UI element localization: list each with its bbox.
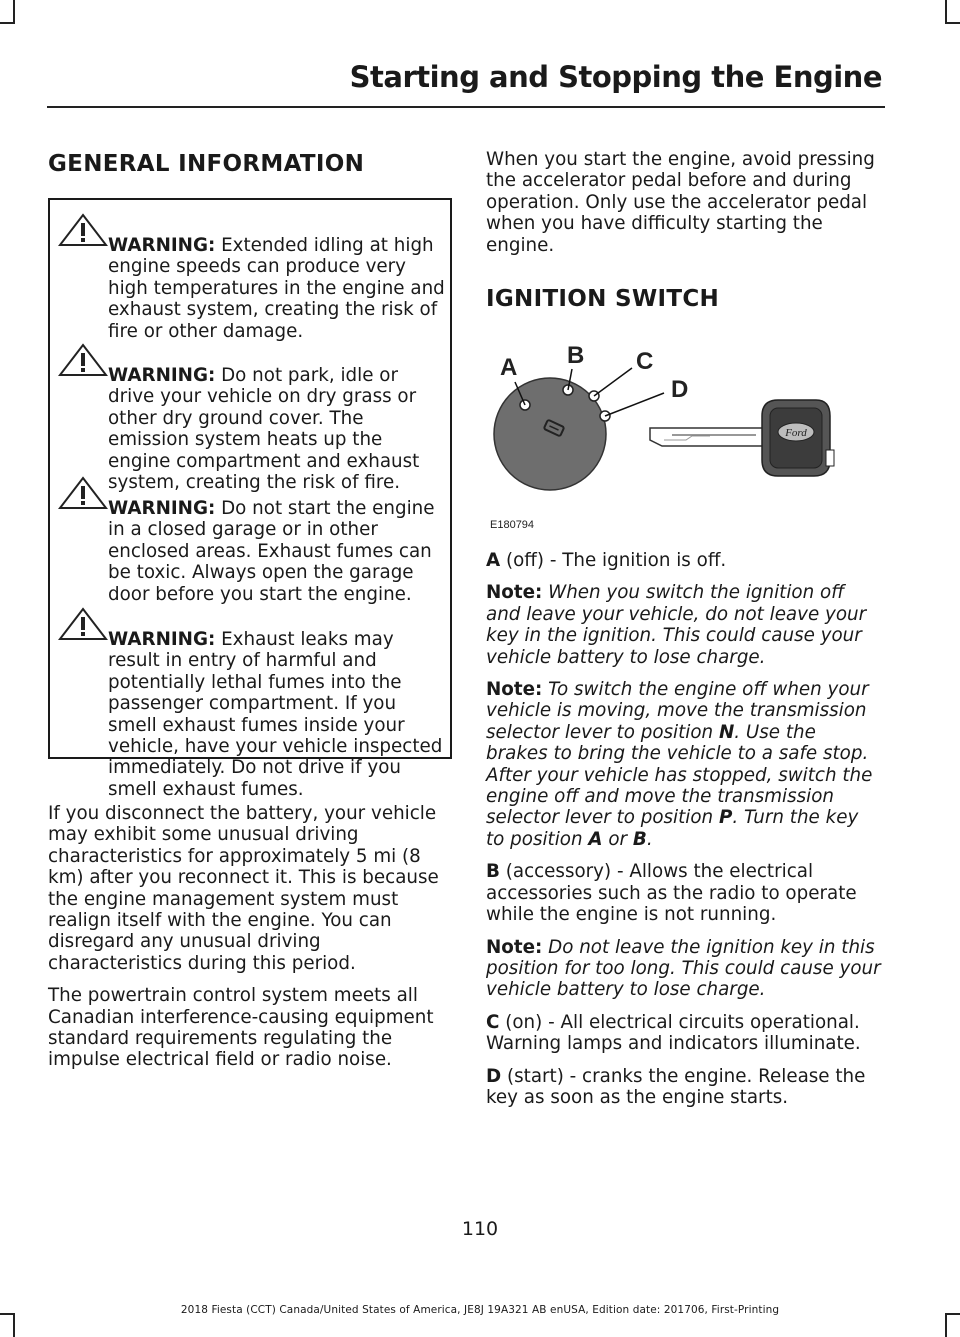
- warning-triangle-icon: [58, 213, 108, 247]
- note-text: . Use the brakes to bring the vehicle to a safe stop. After your vehicle has stopped, switch the engine off and move the transmission selector lever to position: [486, 721, 873, 829]
- warning-label: WARNING:: [108, 629, 216, 650]
- warning-label: WARNING:: [108, 498, 216, 519]
- note-text: .: [646, 828, 653, 850]
- note-text: . Turn the key to position: [486, 807, 859, 850]
- position-ref: B: [632, 828, 647, 850]
- crop-mark: [945, 1313, 947, 1337]
- note-text: To switch the engine off when your vehicle is moving, move the transmission selector lever to position: [486, 679, 869, 743]
- crop-mark: [945, 0, 947, 24]
- warning-4: [54, 629, 448, 800]
- left-body-text: [48, 803, 456, 1071]
- section-heading-general: GENERAL INFORMATION: [48, 151, 365, 177]
- powertrain-paragraph: The powertrain control system meets all Canadian interference-causing equipment standard requirements regulating the impulse electrical field or radio noise.: [48, 985, 434, 1071]
- note-text: When you switch the ignition off and leave your vehicle, do not leave your key in the ignition. This could cause your vehicle battery to lose charge.: [486, 582, 867, 668]
- crop-mark: [13, 1313, 15, 1337]
- position-ref: A: [588, 828, 603, 850]
- position-d-item: [486, 1066, 882, 1109]
- header-rule: [47, 106, 885, 108]
- crop-mark: [0, 22, 15, 24]
- warning-triangle-icon: [58, 607, 108, 641]
- note-3: [486, 937, 882, 1001]
- note-text: or: [602, 828, 633, 850]
- position-key: D: [486, 1065, 502, 1087]
- intro-paragraph: When you start the engine, avoid pressing the accelerator pedal before and during operation. Only use the accelerator pedal when you have difficulty starting the engine.: [486, 149, 875, 256]
- position-ref: N: [718, 721, 735, 743]
- chapter-title: Starting and Stopping the Engine: [349, 60, 882, 94]
- ignition-switch-figure: [486, 336, 882, 536]
- figure-code: E180794: [490, 519, 535, 531]
- figure-label-d: D: [671, 376, 689, 403]
- warning-3: [54, 498, 448, 605]
- position-c-item: [486, 1012, 882, 1055]
- warning-1: [54, 235, 448, 342]
- position-description: (start) - cranks the engine. Release the key as soon as the engine starts.: [486, 1065, 866, 1108]
- warning-triangle-icon: [58, 476, 108, 510]
- warning-label: WARNING:: [108, 235, 216, 256]
- ford-logo-text: Ford: [785, 427, 807, 439]
- figure-label-c: C: [636, 348, 654, 375]
- leader-line-c: [594, 368, 632, 396]
- warning-2: [54, 365, 448, 493]
- battery-paragraph: If you disconnect the battery, your vehicle may exhibit some unusual driving characteristics for approximately 5 mi (8 km) after you reconnect it. This is because the engine management system must realign itself with the engine. You can disregard any unusual driving characteristics during this period.: [48, 803, 439, 974]
- position-key: A: [486, 550, 501, 571]
- section-heading-ignition: IGNITION SWITCH: [486, 286, 720, 312]
- position-description: (on) - All electrical circuits operational. Warning lamps and indicators illuminate.: [486, 1011, 861, 1055]
- position-b-item: [486, 861, 882, 925]
- position-key: C: [486, 1011, 500, 1033]
- note-text: Do not leave the ignition key in this position for too long. This could cause your vehicle battery to lose charge.: [486, 936, 881, 1001]
- note-label: Note:: [486, 936, 543, 958]
- ignition-key: [650, 400, 834, 476]
- note-label: Note:: [486, 582, 543, 604]
- position-a-item: [486, 550, 882, 571]
- note-2: [486, 679, 882, 850]
- position-ref: P: [718, 807, 733, 829]
- figure-label-b: B: [567, 342, 585, 369]
- crop-mark: [13, 0, 15, 24]
- warning-label: WARNING:: [108, 365, 216, 386]
- warning-text: Extended idling at high engine speeds can produce very high temperatures in the engine and exhaust system, creating the risk of fire or other damage.: [108, 235, 445, 342]
- ignition-positions: [486, 550, 882, 1108]
- position-key: B: [486, 861, 500, 883]
- warning-text: Do not start the engine in a closed garage or in other enclosed areas. Exhaust fumes can be toxic. Always open the garage door before you start the engine.: [108, 498, 435, 605]
- position-description: (accessory) - Allows the electrical accessories such as the radio to operate while the engine is not running.: [486, 861, 857, 926]
- note-label: Note:: [486, 679, 543, 701]
- crop-mark: [945, 22, 960, 24]
- warning-triangle-icon: [58, 343, 108, 377]
- page-number: 110: [461, 1218, 499, 1240]
- warning-text: Do not park, idle or drive your vehicle on dry grass or other dry ground cover. The emission system heats up the engine compartment and exhaust system, creating the risk of fire.: [108, 365, 420, 494]
- position-description: (off) - The ignition is off.: [500, 550, 727, 571]
- figure-label-a: A: [500, 354, 518, 381]
- warning-text: Exhaust leaks may result in entry of harmful and potentially lethal fumes into the passenger compartment. If you smell exhaust fumes inside your vehicle, have your vehicle inspected immediately. Do not drive if you smell exhaust fumes.: [108, 629, 443, 800]
- page-footer: 2018 Fiesta (CCT) Canada/United States of America, JE8J 19A321 AB enUSA, Edition date: 201706, First-Printing: [180, 1304, 780, 1316]
- note-1: [486, 582, 882, 668]
- leader-line-d: [605, 393, 664, 416]
